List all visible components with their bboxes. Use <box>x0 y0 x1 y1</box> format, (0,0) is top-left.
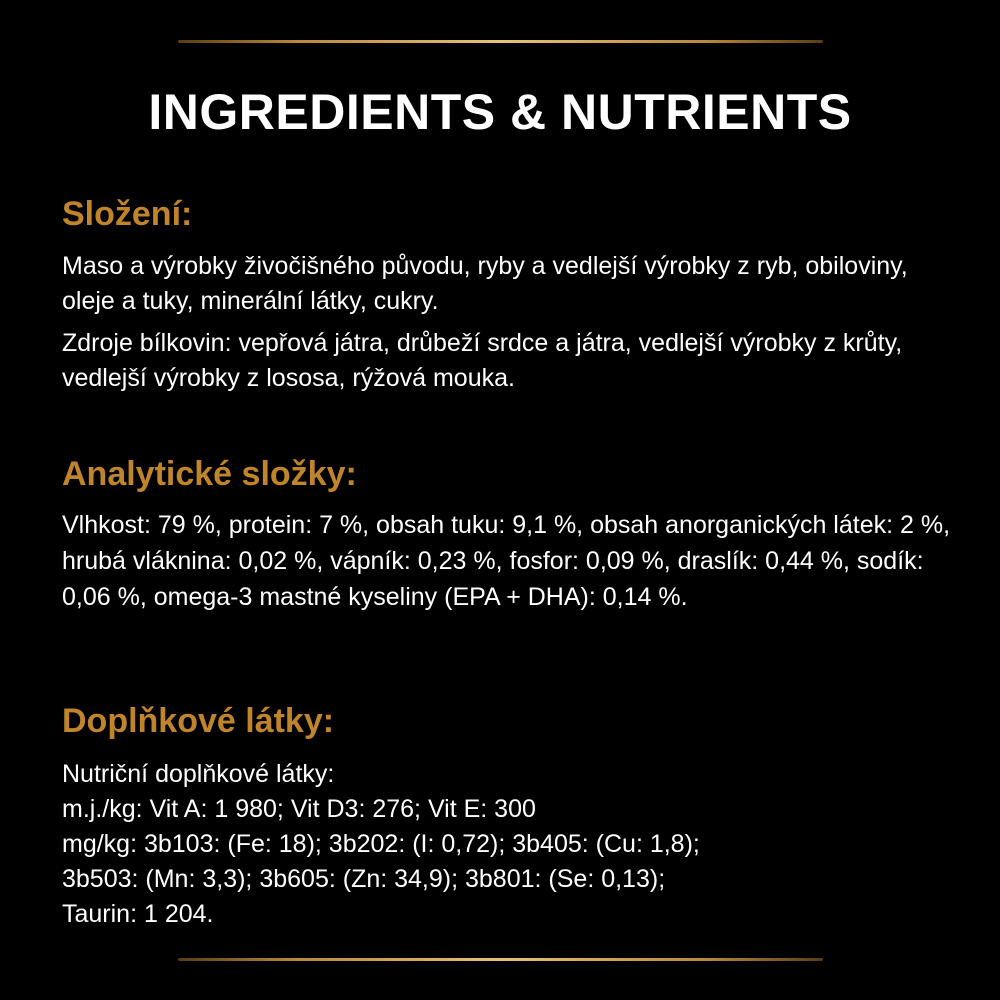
analytical-section <box>62 453 952 615</box>
page-title: INGREDIENTS & NUTRIENTS <box>148 84 852 140</box>
bottom-divider <box>178 958 823 961</box>
additives-line: mg/kg: 3b103: (Fe: 18); 3b202: (I: 0,72); 3b405: (Cu: 1,8); <box>62 830 700 858</box>
additives-line: m.j./kg: Vit A: 1 980; Vit D3: 276; Vit E: 300 <box>62 795 536 823</box>
additives-line: 3b503: (Mn: 3,3); 3b605: (Zn: 34,9); 3b801: (Se: 0,13); <box>62 865 666 893</box>
composition-text: Maso a výrobky živočišného původu, ryby a vedlejší výrobky z ryb, obiloviny, oleje a tuky, minerální látky, cukry. <box>62 252 908 315</box>
additives-list <box>62 757 952 932</box>
protein-sources-text: Zdroje bílkovin: vepřová játra, drůbeží srdce a játra, vedlejší výrobky z krůty, vedlejší výrobky z lososa, rýžová mouka. <box>62 329 903 392</box>
additives-section <box>62 700 952 932</box>
top-divider <box>178 40 823 43</box>
additives-heading: Doplňkové látky: <box>62 702 335 740</box>
additives-line: Nutriční doplňkové látky: <box>62 760 335 788</box>
composition-heading: Složení: <box>62 195 193 233</box>
analytical-text: Vlhkost: 79 %, protein: 7 %, obsah tuku: 9,1 %, obsah anorganických látek: 2 %, hrubá vláknina: 0,02 %, vápník: 0,23 %, fosfor: 0,09 %, draslík: 0,44 %, sodík: 0,06 %, omega-3 mastné kyseliny (EPA + DHA): 0,14 %. <box>62 511 951 611</box>
analytical-heading: Analytické složky: <box>62 455 357 493</box>
additives-line: Taurin: 1 204. <box>62 900 214 928</box>
composition-section <box>62 193 952 396</box>
